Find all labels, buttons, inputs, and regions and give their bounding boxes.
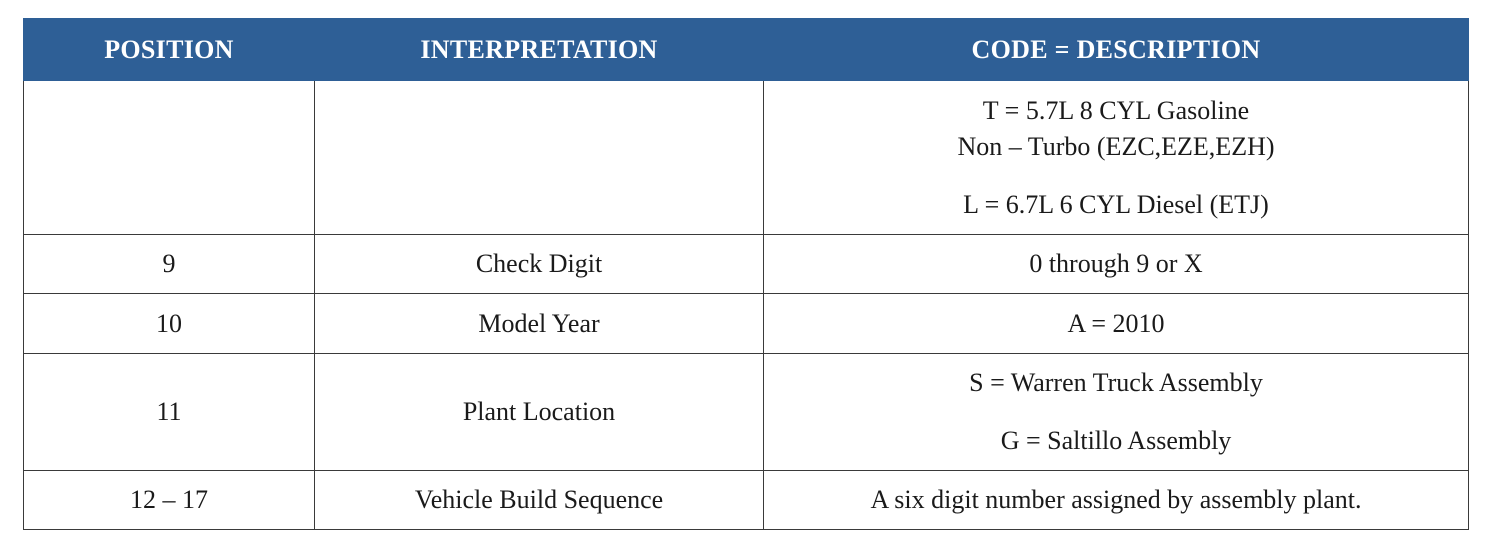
code-line: Non – Turbo (EZC,EZE,EZH): [957, 131, 1275, 161]
code-line: S = Warren Truck Assembly: [969, 368, 1263, 397]
table-row: [24, 471, 1469, 530]
position-cell: 10: [24, 294, 315, 354]
table-row: [24, 354, 1469, 471]
code-line: A six digit number assigned by assembly plant.: [870, 485, 1362, 514]
table-header-row: [24, 19, 1469, 81]
code-description-cell: [764, 354, 1469, 471]
vin-code-table: [23, 18, 1469, 530]
table-row: [24, 294, 1469, 354]
interpretation-cell: [315, 81, 764, 235]
interpretation-cell: Check Digit: [315, 235, 764, 294]
header-position: POSITION: [24, 19, 315, 81]
code-line: A = 2010: [1067, 308, 1165, 338]
interpretation-cell: Vehicle Build Sequence: [315, 471, 764, 530]
interpretation-cell: Model Year: [315, 294, 764, 354]
position-cell: 12 – 17: [24, 471, 315, 530]
interpretation-cell: Plant Location: [315, 354, 764, 471]
code-line: L = 6.7L 6 CYL Diesel (ETJ): [963, 189, 1269, 219]
header-code-description: CODE = DESCRIPTION: [764, 19, 1469, 81]
code-line: 0 through 9 or X: [1029, 249, 1203, 278]
position-cell: 9: [24, 235, 315, 294]
position-cell: 11: [24, 354, 315, 471]
code-description-cell: [764, 294, 1469, 354]
code-description-cell: [764, 235, 1469, 294]
code-line: G = Saltillo Assembly: [1000, 426, 1232, 455]
position-cell: [24, 81, 315, 235]
code-line: T = 5.7L 8 CYL Gasoline: [982, 95, 1250, 125]
table-row: [24, 81, 1469, 235]
code-description-cell: [764, 471, 1469, 530]
table-row: [24, 235, 1469, 294]
header-interpretation: INTERPRETATION: [315, 19, 764, 81]
code-description-cell: [764, 81, 1469, 235]
